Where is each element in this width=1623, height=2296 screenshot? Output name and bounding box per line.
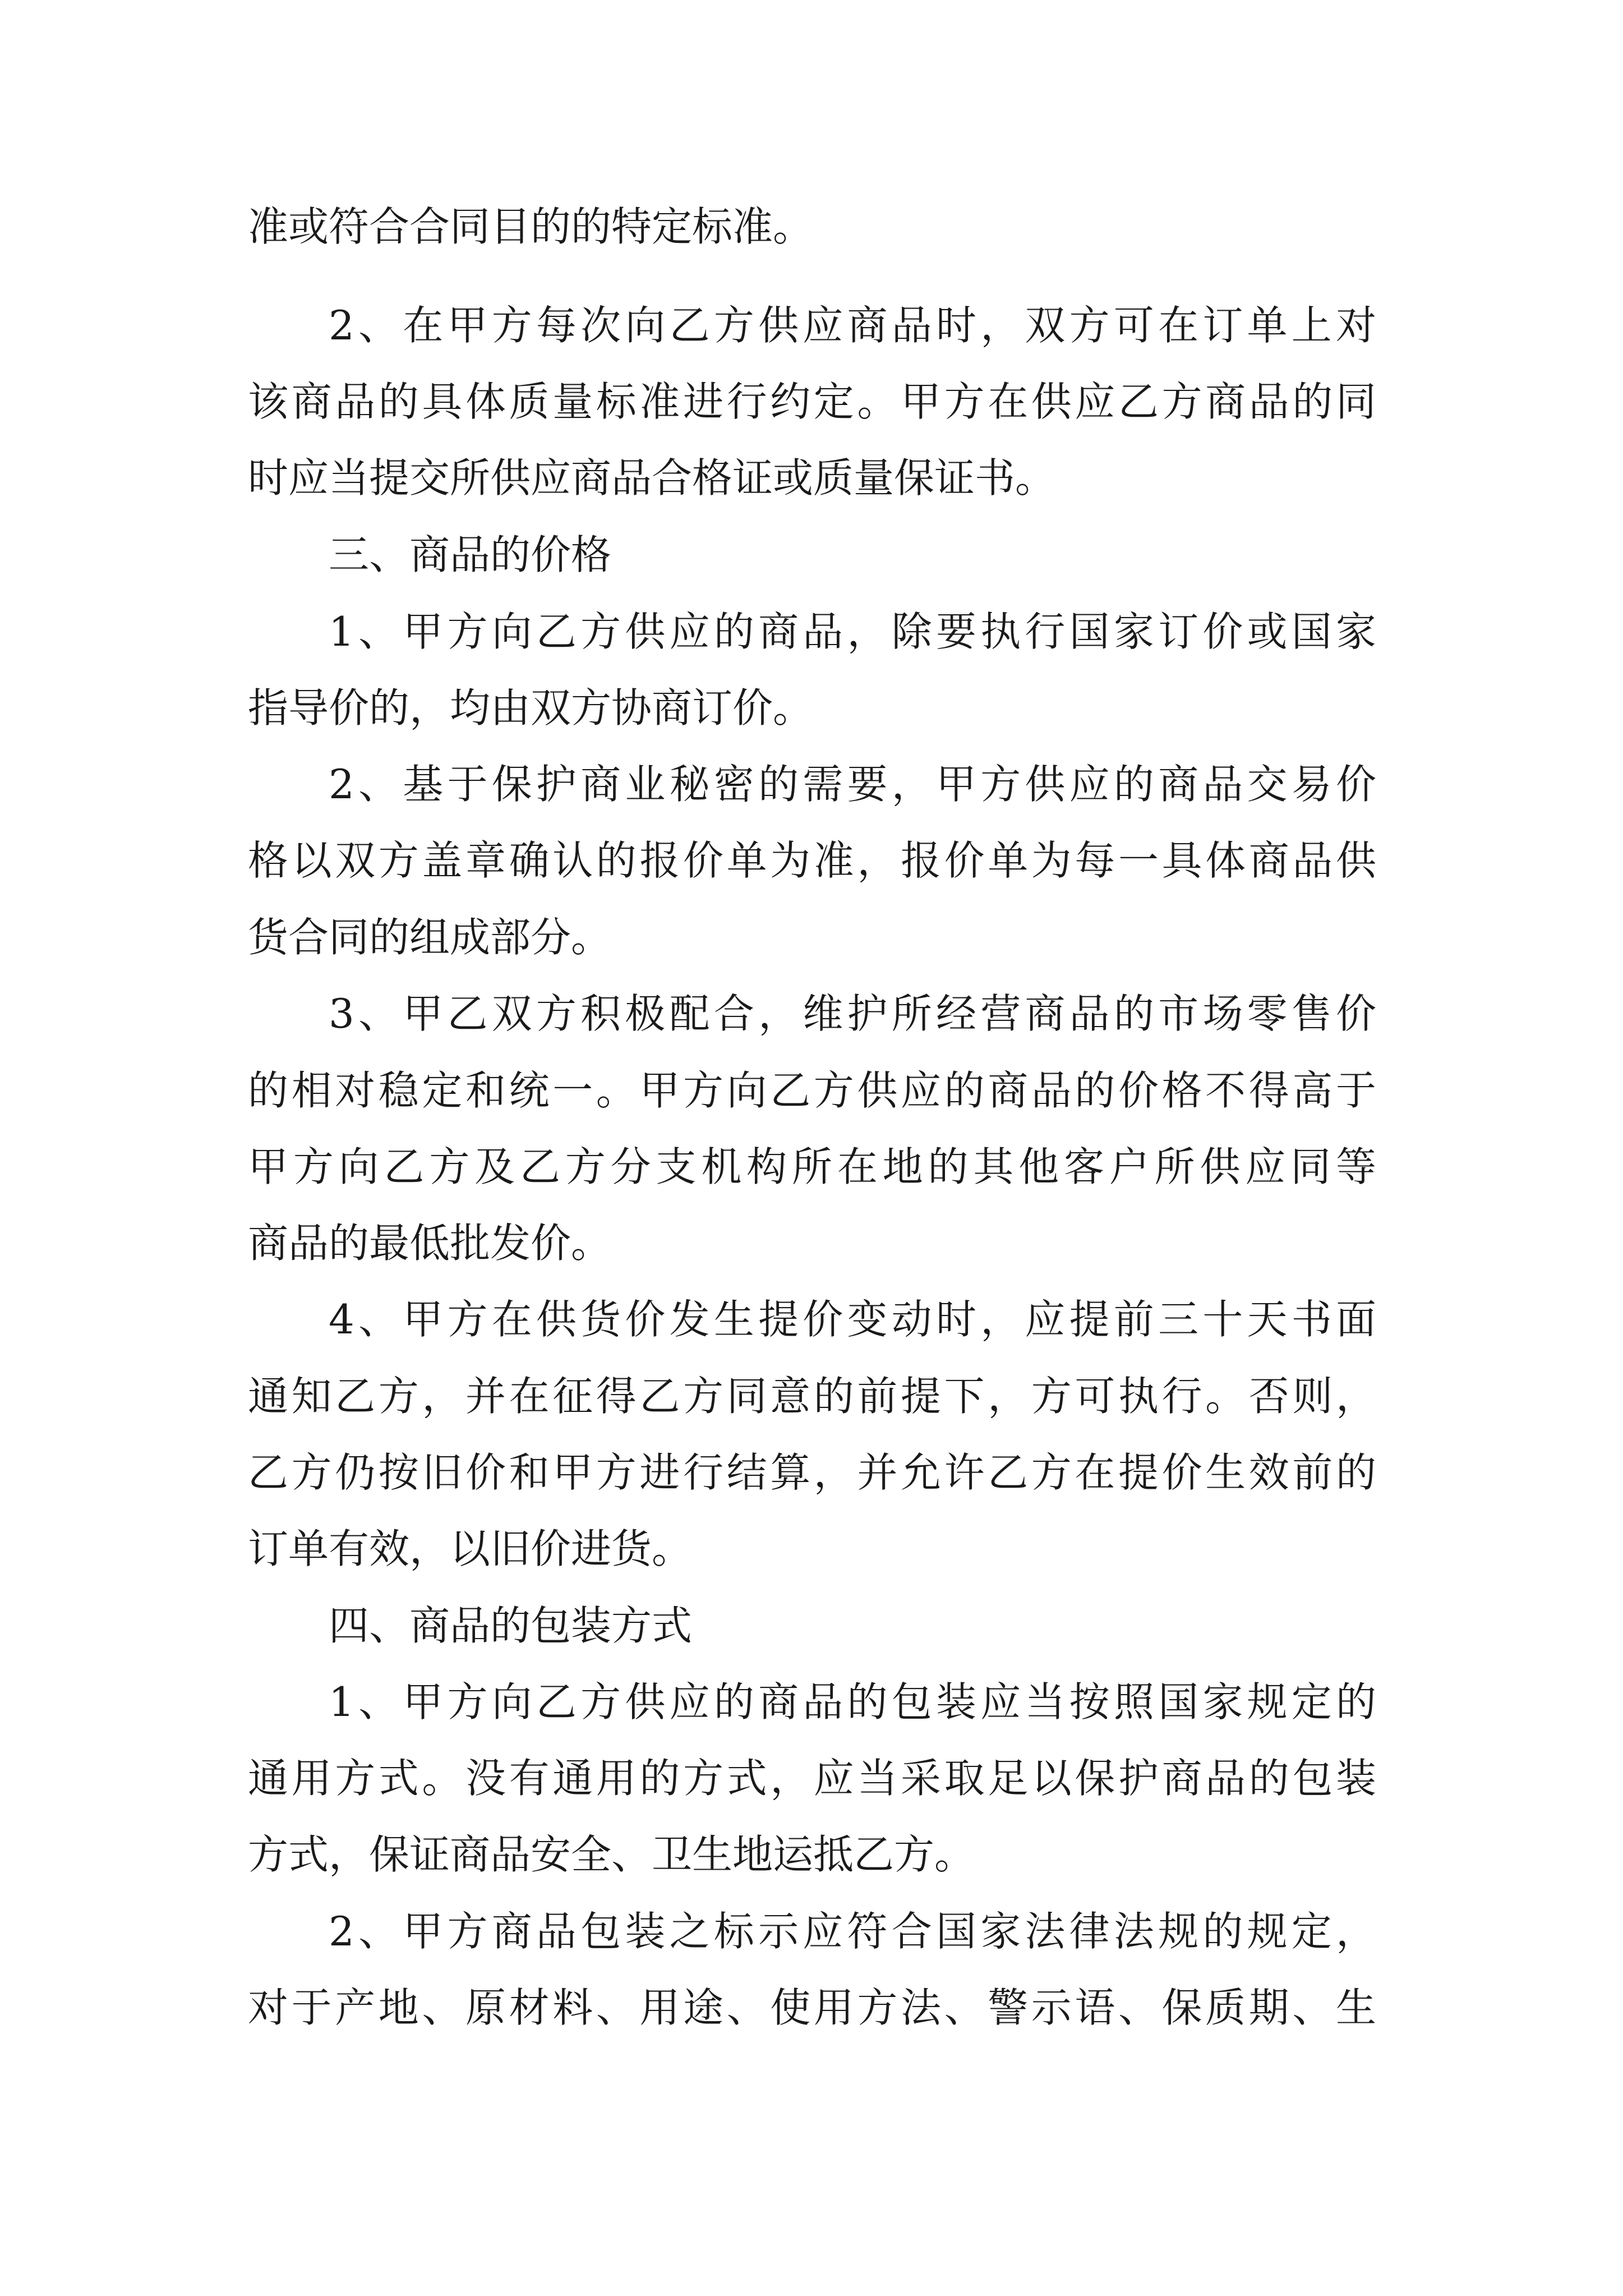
text-line: 商品的最低批发价。 bbox=[248, 1220, 612, 1267]
text-line: 3、甲乙双方积极配合，维护所经营商品的市场零售价 bbox=[329, 990, 1376, 1037]
text-line: 该商品的具体质量标准进行约定。甲方在供应乙方商品的同 bbox=[248, 378, 1376, 425]
text-line: 通知乙方，并在征得乙方同意的前提下，方可执行。否则， bbox=[248, 1373, 1376, 1420]
text-line: 2、甲方商品包装之标示应符合国家法律法规的规定， bbox=[329, 1908, 1376, 1955]
text-line: 甲方向乙方及乙方分支机构所在地的其他客户所供应同等 bbox=[248, 1143, 1376, 1190]
text-line: 乙方仍按旧价和甲方进行结算，并允许乙方在提价生效前的 bbox=[248, 1449, 1376, 1496]
text-line: 的相对稳定和统一。甲方向乙方供应的商品的价格不得高于 bbox=[248, 1067, 1376, 1114]
text-line: 1、甲方向乙方供应的商品的包装应当按照国家规定的 bbox=[329, 1678, 1376, 1726]
text-line: 时应当提交所供应商品合格证或质量保证书。 bbox=[248, 454, 1056, 501]
text-line: 格以双方盖章确认的报价单为准，报价单为每一具体商品供 bbox=[248, 837, 1376, 884]
text-line: 货合同的组成部分。 bbox=[248, 914, 612, 961]
text-line: 订单有效，以旧价进货。 bbox=[248, 1525, 693, 1572]
text-line: 指导价的，均由双方协商订价。 bbox=[248, 684, 814, 731]
text-line: 方式，保证商品安全、卫生地运抵乙方。 bbox=[248, 1831, 975, 1878]
text-line: 4、甲方在供货价发生提价变动时，应提前三十天书面 bbox=[329, 1296, 1376, 1343]
text-line: 2、基于保护商业秘密的需要，甲方供应的商品交易价 bbox=[329, 761, 1376, 808]
text-line: 准或符合合同目的的特定标准。 bbox=[248, 203, 814, 250]
text-line: 2、在甲方每次向乙方供应商品时，双方可在订单上对 bbox=[329, 302, 1376, 349]
text-line: 对于产地、原材料、用途、使用方法、警示语、保质期、生 bbox=[248, 1984, 1376, 2031]
section-heading: 四、商品的包装方式 bbox=[329, 1602, 693, 1649]
text-line: 1、甲方向乙方供应的商品，除要执行国家订价或国家 bbox=[329, 608, 1376, 655]
section-heading: 三、商品的价格 bbox=[329, 531, 612, 578]
text-line: 通用方式。没有通用的方式，应当采取足以保护商品的包装 bbox=[248, 1755, 1376, 1802]
